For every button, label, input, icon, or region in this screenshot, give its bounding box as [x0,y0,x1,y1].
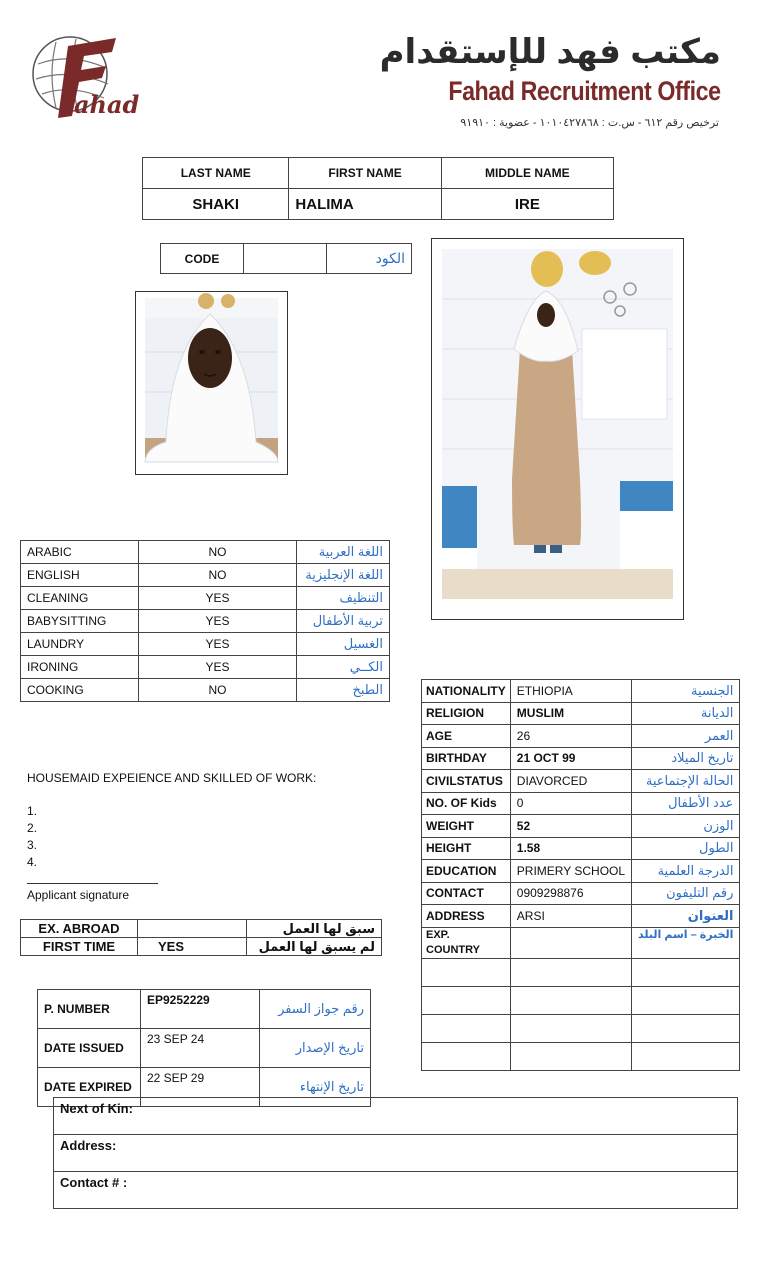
ex-abroad-value [138,920,247,938]
skill-name: CLEANING [21,587,139,610]
date-issued-arabic: تاريخ الإصدار [260,1029,371,1068]
first-time-arabic: لم يسبق لها العمل [247,938,382,956]
detail-value: DIAVORCED [510,770,631,793]
passport-table [37,989,371,1107]
empty-row [422,1042,740,1070]
skill-name-arabic: الطبخ [297,679,390,702]
detail-label: RELIGION [422,702,511,725]
skill-name-arabic: الكــي [297,656,390,679]
detail-label: HEIGHT [422,837,511,860]
brand-name-english: Fahad Recruitment Office [448,76,721,106]
details-table [421,679,740,1071]
abroad-table [20,919,382,956]
detail-label-arabic: رقم التليفون [632,882,740,905]
skill-row [21,679,390,702]
detail-value: 1.58 [510,837,631,860]
passport-number-value: EP9252229 [141,990,260,1029]
face-photo [135,291,288,475]
detail-value: 26 [510,725,631,748]
signature-line [27,883,158,884]
ex-abroad-arabic: سبق لها العمل [247,920,382,938]
date-issued-label: DATE ISSUED [38,1029,141,1068]
next-of-kin-label: Next of Kin: [54,1098,738,1135]
code-table [160,243,412,274]
passport-number-arabic: رقم جواز السفر [260,990,371,1029]
skill-value: YES [139,587,297,610]
detail-label: EDUCATION [422,860,511,883]
experience-item: 4. [27,855,38,869]
detail-row [422,860,740,883]
detail-label: WEIGHT [422,815,511,838]
skill-name-arabic: تربية الأطفال [297,610,390,633]
detail-label-arabic: تاريخ الميلاد [632,747,740,770]
first-time-label: FIRST TIME [21,938,138,956]
last-name-value: SHAKI [143,189,289,220]
detail-row [422,725,740,748]
skill-value: NO [139,541,297,564]
detail-value: 21 OCT 99 [510,747,631,770]
detail-row [422,747,740,770]
experience-item: 2. [27,821,38,835]
brand-name-arabic: مكتب فهد للإستقدام [379,33,721,71]
detail-label: CONTACT [422,882,511,905]
empty-row [422,1014,740,1042]
first-time-value: YES [138,938,247,956]
skill-name: ENGLISH [21,564,139,587]
exp-country-label-arabic: الخبرة – اسم البلد [632,927,740,958]
license-line: ترخيص رقم ٦١٢ - س.ت : ١٠١٠٤٢٧٨٦٨ - عضوية : ٩١٩١٠ [460,117,719,129]
skill-value: YES [139,633,297,656]
skill-name-arabic: اللغة الإنجليزية [297,564,390,587]
detail-label-arabic: عدد الأطفال [632,792,740,815]
exp-country-row [422,927,740,958]
detail-row [422,905,740,928]
skill-value: NO [139,679,297,702]
logo-wordmark: ahad [74,90,140,119]
code-label-arabic: الكود [327,244,412,274]
detail-label-arabic: الوزن [632,815,740,838]
experience-item: 1. [27,804,38,818]
first-name-header: FIRST NAME [289,158,441,189]
empty-row [422,986,740,1014]
date-expired-arabic: تاريخ الإنتهاء [260,1068,371,1107]
detail-row [422,770,740,793]
detail-label: AGE [422,725,511,748]
full-body-photo [431,238,684,620]
detail-label-arabic: العنوان [632,905,740,928]
skill-name: COOKING [21,679,139,702]
passport-row [38,1029,371,1068]
skill-value: YES [139,656,297,679]
detail-value: ETHIOPIA [510,680,631,703]
passport-row [38,990,371,1029]
middle-name-header: MIDDLE NAME [441,158,613,189]
skill-row [21,541,390,564]
exp-country-value [510,927,631,958]
detail-row [422,702,740,725]
detail-row [422,837,740,860]
detail-value: 52 [510,815,631,838]
detail-label-arabic: الحالة الإجتماعية [632,770,740,793]
signature-label: Applicant signature [27,888,130,902]
skill-name: IRONING [21,656,139,679]
experience-title: HOUSEMAID EXPEIENCE AND SKILLED OF WORK: [27,771,317,785]
detail-row [422,815,740,838]
skill-name: BABYSITTING [21,610,139,633]
skill-row [21,633,390,656]
empty-row [422,958,740,986]
name-table [142,157,614,220]
kin-address-label: Address: [54,1135,738,1172]
experience-item: 3. [27,838,38,852]
skill-value: NO [139,564,297,587]
detail-label: CIVILSTATUS [422,770,511,793]
detail-label: NO. OF Kids [422,792,511,815]
ex-abroad-label: EX. ABROAD [21,920,138,938]
detail-value: ARSI [510,905,631,928]
kin-table [53,1097,738,1209]
detail-label: NATIONALITY [422,680,511,703]
skill-row [21,564,390,587]
detail-row [422,792,740,815]
skill-name: ARABIC [21,541,139,564]
skills-table [20,540,390,702]
detail-value: PRIMERY SCHOOL [510,860,631,883]
passport-number-label: P. NUMBER [38,990,141,1029]
skill-value: YES [139,610,297,633]
exp-country-label: EXP. COUNTRY [422,927,511,958]
detail-label-arabic: الدرجة العلمية [632,860,740,883]
detail-label-arabic: العمر [632,725,740,748]
detail-value: 0 [510,792,631,815]
skill-name-arabic: التنظيف [297,587,390,610]
last-name-header: LAST NAME [143,158,289,189]
detail-value: MUSLIM [510,702,631,725]
date-issued-value: 23 SEP 24 [141,1029,260,1068]
detail-row [422,882,740,905]
company-logo [28,34,140,126]
first-name-value: HALIMA [289,189,441,220]
date-expired-value: 22 SEP 29 [141,1068,260,1107]
skill-name: LAUNDRY [21,633,139,656]
skill-row [21,656,390,679]
skill-name-arabic: الغسيل [297,633,390,656]
skill-row [21,610,390,633]
code-label: CODE [161,244,244,274]
date-expired-label: DATE EXPIRED [38,1068,141,1107]
skill-row [21,587,390,610]
detail-label-arabic: الطول [632,837,740,860]
detail-row [422,680,740,703]
detail-label: ADDRESS [422,905,511,928]
detail-label: BIRTHDAY [422,747,511,770]
kin-contact-label: Contact # : [54,1172,738,1209]
detail-value: 0909298876 [510,882,631,905]
detail-label-arabic: الجنسية [632,680,740,703]
code-value [244,244,327,274]
skill-name-arabic: اللغة العربية [297,541,390,564]
detail-label-arabic: الديانة [632,702,740,725]
middle-name-value: IRE [441,189,613,220]
